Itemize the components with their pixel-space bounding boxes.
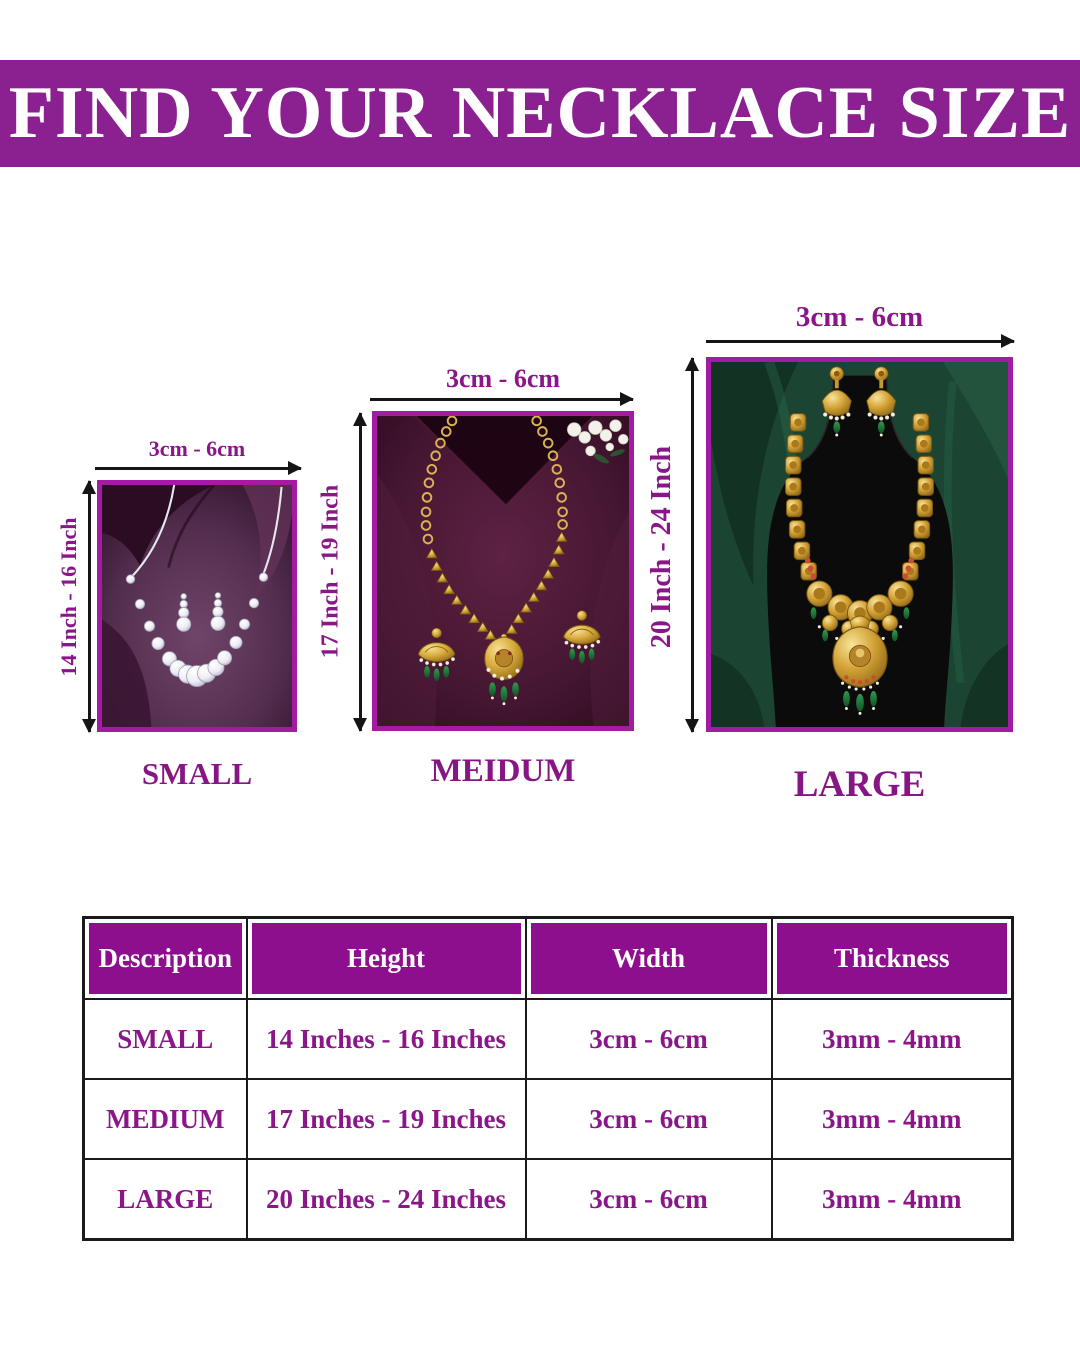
size-table-header-row [84, 918, 1013, 1000]
size-table-header-height: Height [247, 918, 526, 1000]
size-table [82, 916, 1014, 1241]
pendant-art [485, 634, 523, 705]
size-table-cell: 3cm - 6cm [526, 1159, 772, 1240]
small-necklace-photo [97, 480, 297, 732]
large-height-label: 20 Inch - 24 Inch [646, 445, 677, 649]
large-size-caption: LARGE [793, 764, 926, 805]
medium-width-arrow-icon [370, 398, 633, 401]
size-table-cell: MEDIUM [84, 1079, 247, 1159]
small-size-caption: SMALL [141, 756, 253, 791]
small-necklace-art [102, 485, 292, 727]
medium-width-label: 3cm - 6cm [445, 364, 561, 393]
size-table-cell: LARGE [84, 1159, 247, 1240]
size-table-cell: 3cm - 6cm [526, 1079, 772, 1159]
small-height-label: 14 Inch - 16 Inch [56, 517, 81, 677]
size-table-row-medium [84, 1079, 1013, 1159]
header-banner [0, 60, 1080, 167]
small-width-arrow-icon [95, 467, 301, 470]
size-table-cell: 3cm - 6cm [526, 999, 772, 1079]
size-table-container [82, 916, 1014, 1241]
large-width-label: 3cm - 6cm [795, 301, 924, 333]
size-table-cell: 3mm - 4mm [772, 1159, 1013, 1240]
small-width-label: 3cm - 6cm [148, 436, 246, 461]
small-height-arrow-icon [88, 481, 91, 732]
large-width-arrow-icon [706, 340, 1014, 343]
medium-height-arrow-icon [359, 413, 362, 731]
size-table-cell: SMALL [84, 999, 247, 1079]
medium-necklace-art [377, 416, 629, 726]
size-table-cell: 3mm - 4mm [772, 1079, 1013, 1159]
size-table-row-small [84, 999, 1013, 1079]
large-necklace-photo [706, 357, 1013, 732]
large-height-arrow-icon [691, 358, 694, 732]
size-table-cell: 14 Inches - 16 Inches [247, 999, 526, 1079]
medium-size-caption: MEIDUM [430, 753, 576, 789]
size-table-row-large [84, 1159, 1013, 1240]
size-table-header-width: Width [526, 918, 772, 1000]
large-necklace-art [711, 362, 1008, 727]
page-title: FIND YOUR NECKLACE SIZE [8, 72, 1072, 154]
size-table-header-thickness: Thickness [772, 918, 1013, 1000]
medium-height-label: 17 Inch - 19 Inch [317, 484, 344, 659]
size-table-header-description: Description [84, 918, 247, 1000]
size-table-cell: 17 Inches - 19 Inches [247, 1079, 526, 1159]
size-table-cell: 3mm - 4mm [772, 999, 1013, 1079]
size-table-cell: 20 Inches - 24 Inches [247, 1159, 526, 1240]
medium-necklace-photo [372, 411, 634, 731]
